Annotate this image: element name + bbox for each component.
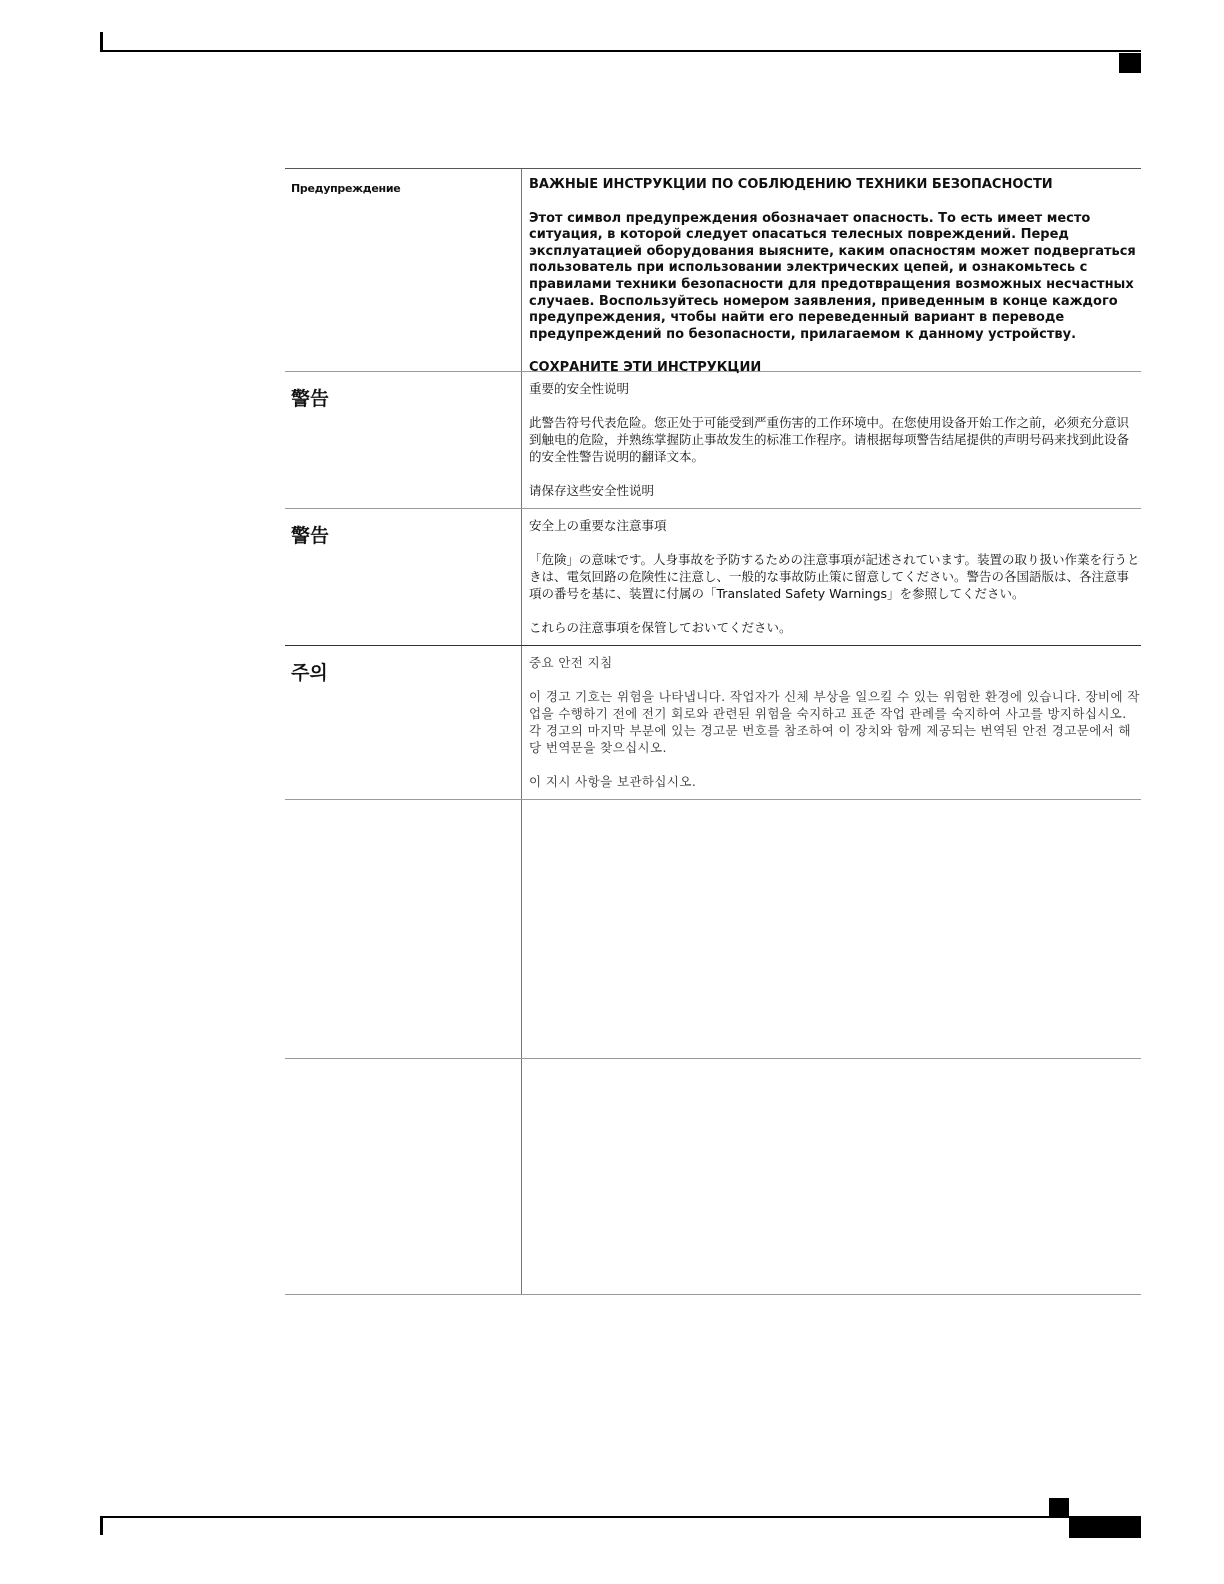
warning-content-cell [522,169,1141,376]
warning-body: Этот символ предупреждения обозначает опасность. То есть имеет место ситуация, в которой следует опасаться телесных повреждений. Перед эксплуатацией оборудования выясните, каким опасностям может подвергаться пользователь при использовании электрических цепей, и ознакомьтесь с правилами техники безопасности для предотвращения возможных несчастных случаев. Воспользуйтесь номером заявления, приведенным в конце каждого предупреждения, чтобы найти его переведенный вариант в переводе предупреждений по безопасности, прилагаемом к данному устройству. [529,210,1136,342]
warning-heading: 重要的安全性说明 [529,381,630,396]
empty-content-cell [522,1059,1141,1294]
warning-heading: ВАЖНЫЕ ИНСТРУКЦИИ ПО СОБЛЮДЕНИЮ ТЕХНИКИ БЕЗОПАСНОСТИ [529,177,1053,192]
warning-label: Предупреждение [291,182,401,195]
warning-label-cell [285,509,522,645]
empty-label-cell [285,800,522,1058]
warning-footer: 이 지시 사항을 보관하십시오. [529,774,697,789]
empty-row [285,1059,1141,1295]
warning-label: 주의 [291,662,328,684]
page-number-block [1069,1518,1141,1538]
footer-marker [1049,1498,1069,1516]
warning-label-cell [285,372,522,508]
warning-row-korean [285,646,1141,800]
empty-label-cell [285,1059,522,1294]
warning-content-cell [522,372,1141,508]
header-rule [100,50,1141,52]
warning-row-russian [285,169,1141,376]
empty-row [285,800,1141,1059]
warning-label-cell [285,646,522,799]
footer-rule [100,1516,1141,1518]
warning-label-cell [285,169,522,371]
warning-heading: 安全上の重要な注意事項 [529,518,667,533]
header-bar [100,32,103,51]
warning-footer: 请保存这些安全性说明 [529,483,655,498]
warning-row-chinese [285,372,1141,509]
warning-label: 警告 [291,525,330,547]
empty-content-cell [522,800,1141,1058]
warning-content-cell [522,646,1141,799]
warning-body: 「危険」の意味です。人身事故を予防するための注意事項が記述されています。装置の取り扱い作業を行うときは、電気回路の危険性に注意し、一般的な事故防止策に留意してください。警告の各国語版は、各注意事項の番号を基に、装置に付属の「Translated Safety Warnings」を参照してください。 [529,552,1140,601]
footer-bar [100,1518,103,1535]
warning-row-japanese [285,509,1141,646]
warning-content-cell [522,509,1141,645]
warning-footer: СОХРАНИТЕ ЭТИ ИНСТРУКЦИИ [529,360,762,376]
warning-body: 此警告符号代表危险。您正处于可能受到严重伤害的工作环境中。在您使用设备开始工作之前，必须充分意识到触电的危险，并熟练掌握防止事故发生的标准工作程序。请根据每项警告结尾提供的声明号码来找到此设备的安全性警告说明的翻译文本。 [529,415,1130,464]
header-marker [1119,53,1141,73]
warning-footer: これらの注意事項を保管しておいてください。 [529,620,792,635]
warning-label: 警告 [291,388,330,410]
safety-warnings-table [285,168,1141,1295]
warning-heading: 중요 안전 지침 [529,655,613,670]
warning-body: 이 경고 기호는 위험을 나타냅니다. 작업자가 신체 부상을 일으킬 수 있는 위험한 환경에 있습니다. 장비에 작업을 수행하기 전에 전기 회로와 관련된 위험을 숙지하고 표준 작업 관례를 숙지하여 사고를 방지하십시오. 각 경고의 마지막 부분에 있는 경고문 번호를 참조하여 이 장치와 함께 제공되는 번역된 안전 경고문에서 해당 번역문을 찾으십시오. [529,689,1140,755]
